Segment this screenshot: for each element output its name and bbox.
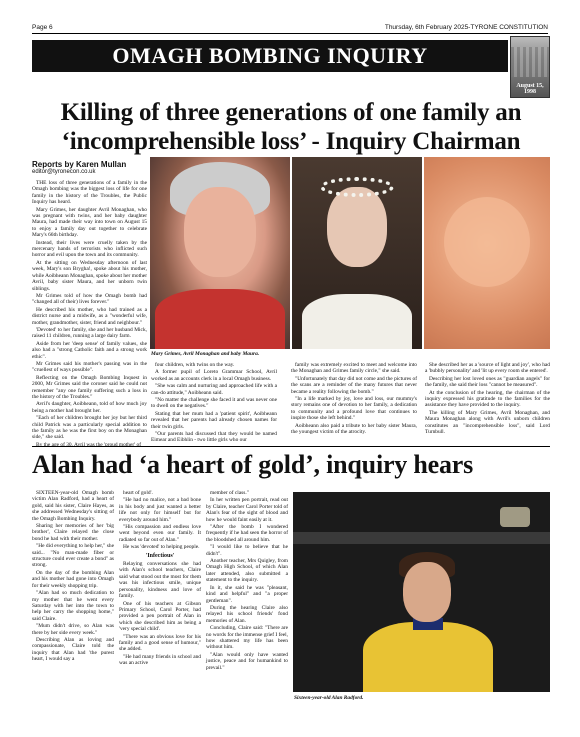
paragraph: "He did everything to help her," she said... "No man-made fiber or structure could ever create a bond" as strong. (32, 543, 114, 569)
story2-column-2 (119, 490, 201, 730)
story-divider (32, 446, 550, 447)
paragraph: "His compassion and endless love went beyond even our family. It radiated so far out of Alan." (119, 524, 201, 543)
banner-photo (510, 36, 550, 98)
paragraph: "She was calm and nurturing and approached life with a can-do attitude," Aoibheann said. (151, 383, 277, 396)
paragraph: "Each of her children brought her joy but her third child Patrick was a particularly special addition to the family as he was the first boy on the Monaghan side," she said. (32, 415, 147, 441)
paragraph: Mr Grimes told of how the Omagh bomb had "changed all of their) lives forever." (32, 292, 147, 306)
bomb-scene-photo-icon (511, 47, 549, 77)
paragraph: A former pupil of Loreto Grammar School, Avril worked as an accounts clerk in a local Omagh business. (151, 369, 277, 382)
story1-photo (150, 157, 550, 349)
paragraph: heart of gold'. (123, 490, 153, 496)
page-header (32, 24, 548, 34)
paragraph: Aside from her 'deep sense' of family values, she also had a "strong Catholic faith and a strong work ethic". (32, 340, 147, 360)
page-number: Page 6 (32, 24, 53, 31)
paragraph: In her written pen portrait, read out by Claire, teacher Carol Porter told of Alan's fear of the sight of blood and how he would faint easily at it. (206, 497, 288, 523)
paragraph: Describing her lost loved ones as "guardian angels" for the family, she said their loss "cannot be measured". (425, 375, 550, 389)
photo-baby-maura (424, 157, 550, 349)
paragraph: He was 'devoted' to helping people. (123, 544, 200, 551)
paragraph: SIXTEEN-year-old Omagh bomb victim Alan Radford, had a heart of gold, said his sister, Claire Hayes, as she addressed Wednesday's sitting of the Omagh Bombing Inquiry. (32, 490, 114, 522)
paragraph: Concluding, Claire said: "There are no words for the immense grief I feel, how shattered my life has been without him. (206, 625, 288, 651)
paragraph: "Unfortunately that day did not come and the pictures of the scans are a reminder of the many futures that never became a reality following the bomb." (291, 375, 417, 395)
paragraph: Mary Grimes, her daughter Avril Monaghan, who was pregnant with twins, and her baby daughter Maura, had made their way into town on August 15 to enjoy a family day out together to celebrate Mary's 66th birthday. (32, 206, 147, 239)
byline-author: Reports by Karen Mullan (32, 160, 127, 169)
paragraph: Stating that her mum had a 'patient spirit', Aoibheann revealed that her parents had already chosen names for their twin girls. (151, 410, 277, 430)
subheading: 'Infectious' (145, 552, 175, 559)
paragraph: "No matter the challenge she faced it and was never one to dwell on the negatives." (151, 397, 277, 410)
paragraph: "In a life marked by joy, love and loss, our mummy's story remains one of devotion to her family, a dedication to community and a profound love that continues to inspire those she left behind." (291, 396, 417, 422)
paragraph: "I would like to believe that he didn't". (206, 544, 288, 557)
story1-column-1 (32, 180, 147, 448)
paragraph: "Mum didn't drive, so Alan was there by her side every week." (32, 623, 114, 636)
paragraph: "Alan had so much dedication to my mother that he went every Saturday with her into the town to help her carry the shopping home," said Claire. (32, 590, 114, 622)
paragraph: At the conclusion of the hearing, the chairman of the inquiry expressed his gratitude to the families for the assistance they have provided to the inquiry. (425, 389, 550, 409)
byline (32, 160, 147, 175)
paragraph: Mr Grimes said his mother's passing was in the "cruellest of ways possible". (32, 360, 147, 374)
story2-headline: Alan had ‘a heart of gold’, inquiry hears (32, 450, 474, 479)
paragraph: "Our parents had discussed that they would be named Eimear and Eibhlin - two little girls who our (151, 431, 277, 444)
paragraph: The killing of Mary Grimes, Avril Monaghan, and Maura Monaghan along with Avril's unborn children constitutes an "incomprehensible loss", said Lord Turnbull. (425, 409, 550, 436)
paragraph: On the day of the bombing Alan and his mother had gone into Omagh for their weekly shopping trip. (32, 569, 114, 589)
paragraph: Another teacher, Mrs Quigley, from Omagh High School, of which Alan later attended, also submitted a statement to the inquiry. (206, 558, 288, 584)
paragraph: Instead, their lives were cruelly taken by the mercenary hands of terrorists who inflicted such horror and evil upon the town and its community. (32, 239, 147, 259)
paragraph: She described her as a 'source of light and joy', who had a 'bubbly personality' and 'lit up every room she entered'. (425, 362, 550, 375)
edition-date: Thursday, 6th February 2025-TYRONE CONSTITUTION (384, 24, 548, 31)
paragraph: Aoibheann also paid a tribute to her baby sister Maura, the youngest victim of the atrocity. (291, 422, 417, 436)
paragraph: By the age of 30, Avril was the 'proud mother' of (36, 441, 141, 448)
paragraph: He described his mother, who had trained as a district nurse and a midwife, as a "wonderful wife, mother, grandmother, sister, friend and neighbour." (32, 306, 147, 326)
story2-column-1 (32, 490, 114, 730)
paragraph: family was extremely excited to meet and welcome into the Monaghan and Grimes family circle," she said. (291, 362, 417, 375)
photo-mary-grimes (150, 157, 290, 349)
byline-email[interactable]: editor@tyronecon.co.uk (32, 169, 96, 175)
paragraph: In it, she said he was "pleasant, kind and helpful" and "a proper gentleman". (206, 584, 288, 604)
photo-avril-monaghan (292, 157, 422, 349)
paragraph: THE loss of three generations of a family in the Omagh bombing was the biggest loss of life for one family in the history of the Troubles, the Public Inquiry has heard. (32, 180, 147, 206)
section-banner: OMAGH BOMBING INQUIRY (32, 40, 508, 72)
paragraph: 'Devoted' to her family, she and her husband Mick, raised 11 children, running a large dairy farm. (32, 326, 147, 340)
banner-photo-date: August 15, 1998 (516, 83, 544, 95)
paragraph: Avril's daughter, Aoibheann, told of how much joy being a mother had brought her. (32, 401, 147, 414)
story1-caption: Mary Grimes, Avril Monaghan and baby Maura. (151, 351, 260, 357)
story1-column-4 (425, 362, 550, 444)
paragraph: Describing Alan as loving and compassionate, Claire told the inquiry that Alan had 'the purest heart, I would say a (32, 636, 114, 663)
paragraph: Sharing her memories of her 'big brother', Claire relayed the close bond he had with their mother. (32, 523, 114, 542)
paragraph: At the sitting on Wednesday afternoon of last week, Mary's son Brygha!, spoke about his mother, while Aoibheann Monaghan, spoke about her mother Avril, baby sister Maura, and her unborn twin siblings. (32, 259, 147, 292)
story2-column-3 (206, 490, 288, 730)
paragraph: "After the bomb I wondered frequently if he had seen the horror of the bloodshed all around him. (206, 524, 288, 543)
story2-photo-alan-radford (293, 492, 550, 692)
paragraph: "He had many friends in school and was an active (119, 653, 201, 667)
paragraph: During the hearing Claire also relayed his school friends' fond memories of Alan. (206, 604, 288, 624)
story1-headline: Killing of three generations of one family an ‘incomprehensible loss’ - Inquiry Chairman (60, 99, 522, 155)
story1-column-3 (291, 362, 417, 444)
paragraph: "There was an obvious love for his family and a good sense of humour," she added. (119, 633, 201, 653)
story2-caption: Sixteen-year-old Alan Radford. (294, 695, 364, 701)
paragraph: four children, with twins on the way. (155, 362, 235, 368)
paragraph: member of class." (210, 490, 249, 496)
paragraph: Reflecting on the Omagh Bombing Inquest in 2000, Mr Grimes said the coroner said he could not remember "any one family suffering such a loss in the history of the Troubles." (32, 374, 147, 400)
paragraph: "Alan would only have wanted justice, peace and for humankind to prevail." (206, 651, 288, 671)
paragraph: Relaying conversations she had with Alan's school teachers, Claire said what stood out the most for them was his infectious smile, unique personality, kindness and love of family. (119, 561, 201, 600)
paragraph: One of his teachers at Gibson Primary School, Carol Porter, had provided a pen portrait of Alan in which she described him as being a 'very special child'. (119, 600, 201, 633)
story1-column-2 (151, 362, 277, 444)
paragraph: "He had no malice, not a bad bone in his body and just wanted a better life not only for himself but for everybody around him." (119, 497, 201, 523)
